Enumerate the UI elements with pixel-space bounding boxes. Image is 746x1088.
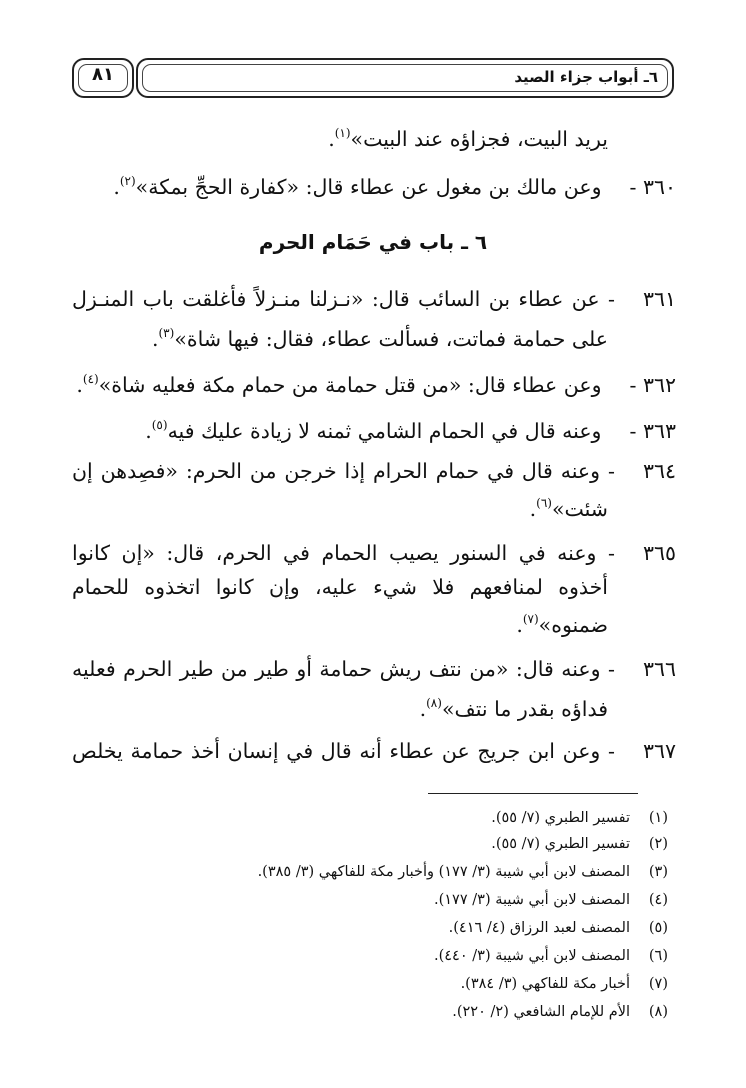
- text-line: ضمنوه»$^{(٧)}$.: [516, 612, 608, 637]
- footnote-ref: (٧): [522, 612, 539, 626]
- footnote-separator: [428, 793, 638, 794]
- footnote-ref: (٤): [82, 372, 99, 386]
- footnote-ref: (٥): [151, 418, 168, 432]
- narration-number: ٣٦٠ -: [629, 175, 676, 199]
- text-line: يريد البيت، فجزاؤه عند البيت»$^{(١)}$.: [328, 126, 608, 151]
- narration-365: ٣٦٥ - وعنه في السنور يصيب الحمام في الحرم، قال: «إن كانوا: [72, 538, 676, 568]
- narration-number: ٣٦٢ -: [629, 373, 676, 397]
- footnote-ref: (٨): [426, 696, 442, 710]
- footnote: (٨)الأم للإمام الشافعي (٢/ ٢٢٠).: [452, 1004, 668, 1020]
- narration-361: ٣٦١ - عن عطاء بن السائب قال: «نـزلنا منـزلاً فأغلقت باب المنـزل: [72, 284, 676, 314]
- footnote: (٣)المصنف لابن أبي شيبة (٣/ ١٧٧) وأخبار مكة للفاكهي (٣/ ٣٨٥).: [257, 864, 668, 880]
- narration-number: ٣٦٦ -: [608, 657, 676, 681]
- narration-360: ٣٦٠ - وعن مالك بن مغول عن عطاء قال: «كفارة الحجِّ بمكة»$^{(٢)}$.: [113, 166, 676, 202]
- footnote-ref: (٢): [119, 174, 136, 188]
- narration-number: ٣٦٧ -: [607, 739, 676, 763]
- narration-363: ٣٦٣ - وعنه قال في الحمام الشامي ثمنه لا زيادة عليك فيه$^{(٥)}$.: [145, 410, 676, 446]
- text-line: أخذوه لمنافعهم فلا شيء عليه، وإن كانوا اتخذوه للحمام: [72, 575, 608, 599]
- text-line: على حمامة فماتت، فسألت عطاء، فقال: فيها شاة»$^{(٣)}$.: [151, 326, 608, 351]
- footnote: (١)تفسير الطبري (٧/ ٥٥).: [491, 810, 668, 826]
- footnote: (٥)المصنف لعبد الرزاق (٤/ ٤١٦).: [448, 920, 668, 936]
- narration-number: ٣٦٥ -: [608, 541, 676, 565]
- narration-number: ٣٦٤ -: [608, 459, 676, 483]
- section-heading: ٦ ـ باب في حَمَام الحرم: [258, 230, 488, 254]
- narration-number: ٣٦١ -: [607, 287, 676, 311]
- footnote: (٢)تفسير الطبري (٧/ ٥٥).: [491, 836, 668, 852]
- narration-362: ٣٦٢ - وعن عطاء قال: «من قتل حمامة من حمام مكة فعليه شاة»$^{(٤)}$.: [76, 364, 676, 400]
- narration-367: ٣٦٧ - وعن ابن جريج عن عطاء أنه قال في إنسان أخذ حمامة يخلص: [72, 736, 676, 766]
- text-line: فداؤه بقدر ما نتف»$^{(٨)}$.: [419, 696, 608, 721]
- narration-364: ٣٦٤ - وعنه قال في حمام الحرام إذا خرجن من الحرم: «فصِدهن إن: [72, 456, 676, 486]
- footnote-ref: (٦): [536, 496, 552, 510]
- narration-number: ٣٦٣ -: [629, 419, 676, 443]
- footnote: (٦)المصنف لابن أبي شيبة (٣/ ٤٤٠).: [433, 948, 668, 964]
- running-header-title: ٦ـ أبواب جزاء الصيد: [514, 68, 658, 86]
- footnote-ref: (١): [334, 126, 351, 140]
- footnote-ref: (٣): [158, 326, 175, 340]
- page-number: ٨١: [92, 64, 114, 85]
- narration-366: ٣٦٦ - وعنه قال: «من نتف ريش حمامة أو طير من طير الحرم فعليه: [72, 654, 676, 684]
- footnote: (٤)المصنف لابن أبي شيبة (٣/ ١٧٧).: [433, 892, 668, 908]
- footnote: (٧)أخبار مكة للفاكهي (٣/ ٣٨٤).: [460, 976, 668, 992]
- text-line: شئت»$^{(٦)}$.: [529, 496, 608, 521]
